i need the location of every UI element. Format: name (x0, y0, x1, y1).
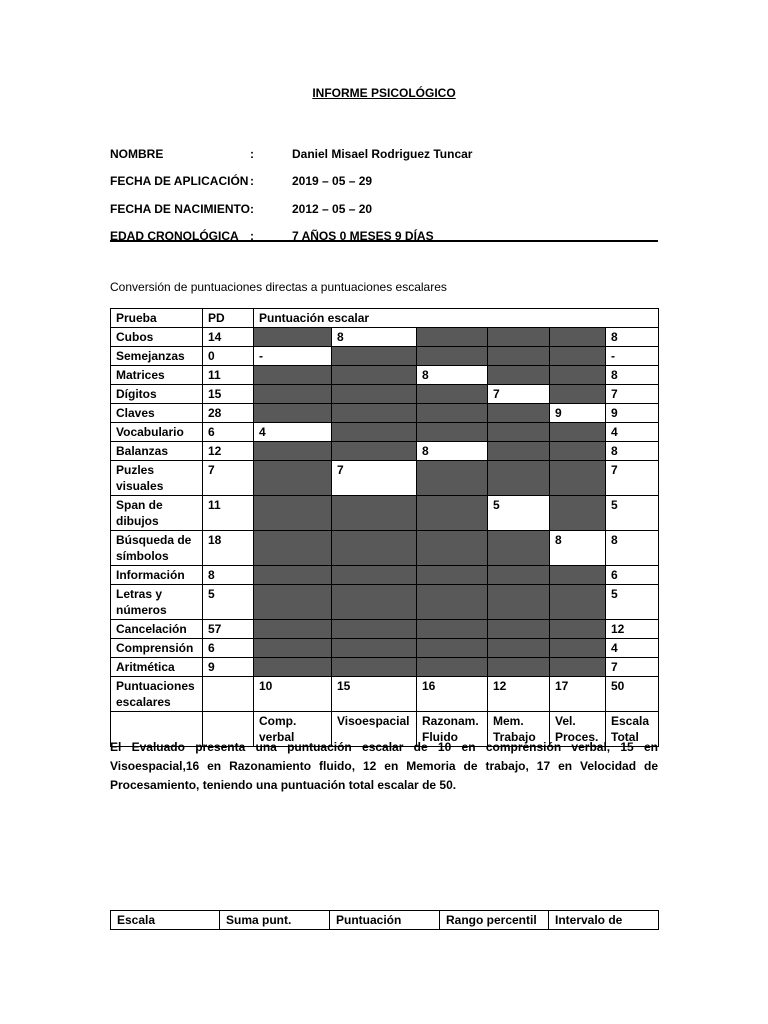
pd-cell: 57 (203, 620, 254, 639)
escalar-cell (417, 496, 488, 531)
escalar-cell: 8 (417, 366, 488, 385)
escalar-cell (488, 566, 550, 585)
total-value-cell: 15 (332, 677, 417, 712)
info-label: NOMBRE (110, 146, 164, 161)
prueba-cell: Dígitos (111, 385, 203, 404)
escalar-cell (550, 620, 606, 639)
total-value-cell: 17 (550, 677, 606, 712)
escala-total-cell: 8 (606, 328, 659, 347)
escalar-cell (550, 566, 606, 585)
pd-cell: 9 (203, 658, 254, 677)
prueba-cell: Matrices (111, 366, 203, 385)
index-label-cell: Mem. Trabajo (488, 712, 550, 747)
escalar-cell (332, 442, 417, 461)
escalar-cell (550, 328, 606, 347)
escalar-cell (488, 585, 550, 620)
escalar-cell (488, 461, 550, 496)
escalar-cell (550, 496, 606, 531)
escalar-cell (332, 585, 417, 620)
prueba-cell: Aritmética (111, 658, 203, 677)
pd-cell: 8 (203, 566, 254, 585)
info-label: EDAD CRONOLÓGICA (110, 229, 239, 244)
table-row (111, 461, 659, 496)
prueba-cell: Cancelación (111, 620, 203, 639)
prueba-cell: Comprensión (111, 639, 203, 658)
escala-total-cell: 9 (606, 404, 659, 423)
prueba-cell: Claves (111, 404, 203, 423)
prueba-cell: Letras y números (111, 585, 203, 620)
header-cell: Puntuación (330, 911, 440, 930)
escalar-cell (254, 585, 332, 620)
totals-pd-cell (203, 677, 254, 712)
info-value: 2012 – 05 – 20 (292, 201, 373, 216)
escalar-cell (488, 658, 550, 677)
pd-cell: 6 (203, 639, 254, 658)
escala-total-cell: 5 (606, 496, 659, 531)
pd-cell: 6 (203, 423, 254, 442)
escala-total-cell: 4 (606, 639, 659, 658)
escalar-cell (417, 404, 488, 423)
header-cell: Puntuación escalar (254, 309, 659, 328)
escalar-cell (254, 442, 332, 461)
info-colon: : (250, 146, 254, 161)
escala-total-cell: 7 (606, 461, 659, 496)
section-title: Conversión de puntuaciones directas a puntuaciones escalares (110, 280, 447, 294)
escalar-cell (254, 496, 332, 531)
info-value: Daniel Misael Rodriguez Tuncar (292, 146, 473, 161)
escalar-cell (254, 658, 332, 677)
prueba-cell: Cubos (111, 328, 203, 347)
pd-cell: 5 (203, 585, 254, 620)
escalar-cell (488, 620, 550, 639)
index-label-cell: Visoespacial (332, 712, 417, 747)
escalar-cell (254, 385, 332, 404)
escalar-cell (332, 531, 417, 566)
escala-total-cell: 8 (606, 442, 659, 461)
prueba-cell: Semejanzas (111, 347, 203, 366)
table-row (111, 531, 659, 566)
table-row (111, 585, 659, 620)
escalar-cell (254, 461, 332, 496)
escalar-cell (417, 639, 488, 658)
info-divider (110, 240, 658, 242)
summary-paragraph: El Evaluado presenta una puntuación escalar de 10 en comprensión verbal, 15 en Visoespacial,16 en Razonamiento fluido, 12 en Memoria de trabajo, 17 en Velocidad de Procesamiento, teniendo una puntuación total escalar de 50. (110, 740, 658, 792)
total-value-cell: 16 (417, 677, 488, 712)
info-row-fecha-nacimiento (110, 195, 658, 223)
bottom-table (110, 910, 659, 930)
info-row-edad (110, 223, 658, 251)
total-value-cell: 10 (254, 677, 332, 712)
prueba-cell: Balanzas (111, 442, 203, 461)
escalar-cell (417, 347, 488, 366)
escalar-cell (417, 531, 488, 566)
escalar-cell (550, 585, 606, 620)
escalar-cell (488, 531, 550, 566)
escala-total-cell: 7 (606, 658, 659, 677)
escalar-cell (254, 404, 332, 423)
escalar-cell: 8 (417, 442, 488, 461)
pd-cell: 14 (203, 328, 254, 347)
escalar-cell (254, 620, 332, 639)
escalar-cell (488, 404, 550, 423)
totals-row (111, 677, 659, 712)
page-title: INFORME PSICOLÓGICO (312, 86, 456, 100)
escalar-cell (417, 423, 488, 442)
escalar-cell (254, 639, 332, 658)
escalar-cell (332, 496, 417, 531)
escalar-cell (332, 385, 417, 404)
index-label-cell: Razonam. Fluido (417, 712, 488, 747)
info-row-fecha-aplicacion (110, 168, 658, 196)
escalar-cell (254, 531, 332, 566)
escala-total-cell: - (606, 347, 659, 366)
info-label: FECHA DE APLICACIÓN (110, 174, 249, 189)
table-row (111, 366, 659, 385)
escalar-cell (417, 385, 488, 404)
escalar-cell (332, 639, 417, 658)
escalar-cell (254, 566, 332, 585)
escala-total-cell: 6 (606, 566, 659, 585)
table-row (111, 658, 659, 677)
totals-label: Puntuaciones escalares (111, 677, 203, 712)
escalar-cell: 8 (550, 531, 606, 566)
total-value-cell: 50 (606, 677, 659, 712)
table-row (111, 566, 659, 585)
escalar-cell (488, 347, 550, 366)
pd-cell: 15 (203, 385, 254, 404)
escalar-cell (417, 461, 488, 496)
table-row (111, 496, 659, 531)
escala-total-cell: 7 (606, 385, 659, 404)
table-header-row (111, 309, 659, 328)
escalar-cell: 9 (550, 404, 606, 423)
scores-table (110, 308, 659, 747)
info-colon: : (250, 174, 254, 189)
bottom-table-header-row (111, 911, 659, 930)
escalar-cell (332, 404, 417, 423)
escala-total-cell: 8 (606, 366, 659, 385)
total-value-cell: 12 (488, 677, 550, 712)
escalar-cell (488, 639, 550, 658)
escalar-cell (332, 423, 417, 442)
escalar-cell (332, 566, 417, 585)
pd-cell: 28 (203, 404, 254, 423)
pd-cell: 12 (203, 442, 254, 461)
prueba-cell: Búsqueda de símbolos (111, 531, 203, 566)
escalar-cell (550, 639, 606, 658)
escalar-cell: 7 (488, 385, 550, 404)
index-label-cell: Escala Total (606, 712, 659, 747)
escalar-cell (254, 328, 332, 347)
header-cell: Prueba (111, 309, 203, 328)
info-value: 7 AÑOS 0 MESES 9 DÍAS (292, 229, 434, 244)
pd-cell: 18 (203, 531, 254, 566)
table-row (111, 423, 659, 442)
escalar-cell: 4 (254, 423, 332, 442)
escalar-cell (417, 585, 488, 620)
escalar-cell (488, 442, 550, 461)
header-cell: Intervalo de (549, 911, 659, 930)
escala-total-cell: 4 (606, 423, 659, 442)
pd-cell: 7 (203, 461, 254, 496)
index-label-cell: Vel. Proces. (550, 712, 606, 747)
escalar-cell (254, 366, 332, 385)
escala-total-cell: 5 (606, 585, 659, 620)
escalar-cell (550, 461, 606, 496)
escalar-cell (550, 347, 606, 366)
header-cell: Suma punt. (220, 911, 330, 930)
escalar-cell: 5 (488, 496, 550, 531)
info-label: FECHA DE NACIMIENTO: (110, 201, 254, 216)
table-row (111, 404, 659, 423)
escala-total-cell: 12 (606, 620, 659, 639)
escalar-cell (550, 442, 606, 461)
info-row-nombre (110, 140, 658, 168)
prueba-cell: Información (111, 566, 203, 585)
header-cell: Rango percentil (440, 911, 549, 930)
header-cell: Escala (111, 911, 220, 930)
info-colon: : (250, 229, 254, 244)
prueba-cell: Span de dibujos (111, 496, 203, 531)
table-row (111, 385, 659, 404)
escalar-cell: - (254, 347, 332, 366)
pd-cell: 11 (203, 366, 254, 385)
escala-total-cell: 8 (606, 531, 659, 566)
escalar-cell (417, 328, 488, 347)
pd-cell: 0 (203, 347, 254, 366)
escalar-cell: 7 (332, 461, 417, 496)
header-cell: PD (203, 309, 254, 328)
table-row (111, 639, 659, 658)
escalar-cell (332, 658, 417, 677)
escalar-cell (332, 347, 417, 366)
table-row (111, 328, 659, 347)
escalar-cell (332, 366, 417, 385)
table-row (111, 347, 659, 366)
escalar-cell (550, 366, 606, 385)
table-row (111, 442, 659, 461)
escalar-cell (488, 366, 550, 385)
escalar-cell (417, 566, 488, 585)
index-label-cell: Comp. verbal (254, 712, 332, 747)
escalar-cell (550, 423, 606, 442)
patient-info (110, 140, 658, 250)
escalar-cell (550, 658, 606, 677)
prueba-cell: Puzles visuales (111, 461, 203, 496)
table-row (111, 620, 659, 639)
escalar-cell (417, 658, 488, 677)
escalar-cell (488, 328, 550, 347)
escalar-cell (550, 385, 606, 404)
escalar-cell (417, 620, 488, 639)
escalar-cell (488, 423, 550, 442)
info-value: 2019 – 05 – 29 (292, 174, 373, 189)
escalar-cell: 8 (332, 328, 417, 347)
escalar-cell (332, 620, 417, 639)
pd-cell: 11 (203, 496, 254, 531)
prueba-cell: Vocabulario (111, 423, 203, 442)
